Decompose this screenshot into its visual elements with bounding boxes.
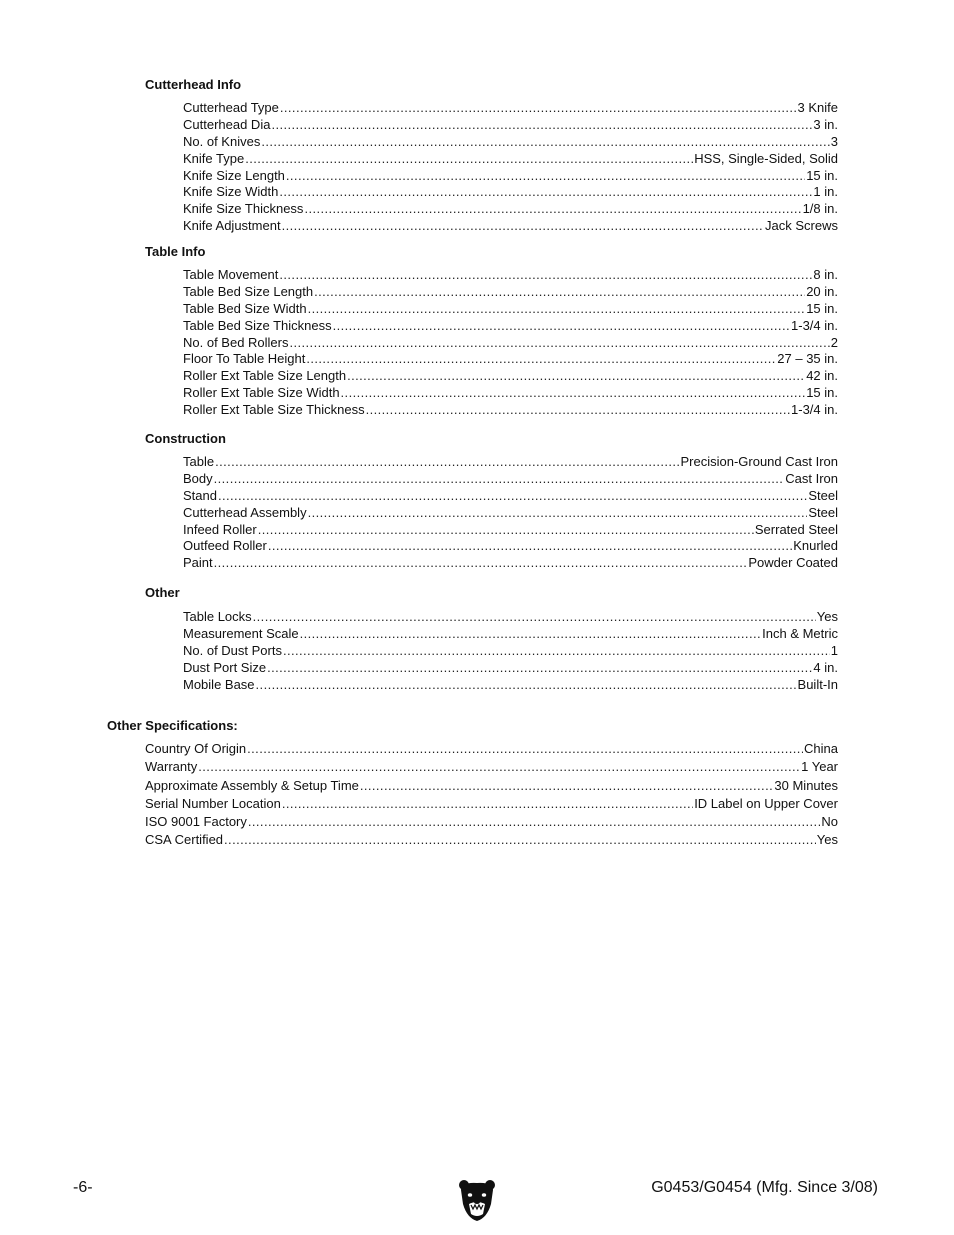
spec-row: [145, 795, 838, 813]
spec-value: 1-3/4 in.: [791, 317, 838, 333]
leader-dots: [304, 201, 801, 218]
spec-label: Knife Adjustment: [183, 218, 281, 234]
leader-dots: [256, 677, 797, 694]
leader-dots: [300, 626, 762, 643]
leader-dots: [224, 831, 816, 849]
spec-value: 27 – 35 in.: [777, 351, 838, 367]
spec-row: [145, 740, 838, 758]
spec-row: [183, 151, 838, 168]
leader-dots: [271, 117, 812, 134]
spec-row: [183, 522, 838, 539]
spec-value: Powder Coated: [748, 555, 838, 571]
spec-value: 2: [830, 334, 838, 350]
leader-dots: [308, 301, 806, 318]
spec-label: Cutterhead Type: [183, 100, 279, 115]
spec-label: Floor To Table Height: [183, 351, 306, 367]
spec-list-construction: [183, 454, 838, 572]
spec-label: Mobile Base: [183, 676, 255, 692]
spec-row: [183, 488, 838, 505]
spec-row: [183, 677, 838, 694]
spec-row: [183, 385, 838, 402]
spec-label: Country Of Origin: [145, 741, 247, 756]
leader-dots: [308, 505, 808, 522]
leader-dots: [261, 134, 829, 151]
spec-row: [183, 609, 838, 626]
leader-dots: [290, 335, 830, 352]
leader-dots: [282, 795, 693, 813]
leader-dots: [258, 522, 754, 539]
spec-value: 20 in.: [806, 283, 838, 299]
spec-row: [183, 643, 838, 660]
leader-dots: [282, 218, 764, 235]
model-label: G0453/G0454 (Mfg. Since 3/08): [651, 1179, 878, 1196]
spec-value: Knurled: [793, 538, 838, 554]
spec-label: Table Bed Size Width: [183, 300, 307, 316]
section-title-cutterhead-info: Cutterhead Info: [145, 77, 242, 92]
spec-row: [183, 168, 838, 185]
leader-dots: [215, 454, 679, 471]
leader-dots: [286, 168, 805, 185]
spec-label: Approximate Assembly & Setup Time: [145, 777, 359, 793]
spec-value: 4 in.: [813, 659, 838, 675]
spec-value: Serrated Steel: [754, 521, 838, 537]
spec-label: Measurement Scale: [183, 625, 299, 641]
spec-row: [183, 351, 838, 368]
spec-label: ISO 9001 Factory: [145, 814, 247, 830]
spec-label: Dust Port Size: [183, 659, 267, 675]
spec-row: [183, 301, 838, 318]
page-number: -6-: [73, 1179, 93, 1196]
spec-value: 15 in.: [806, 167, 838, 183]
spec-label: Cutterhead Assembly: [183, 504, 307, 520]
spec-row: [183, 626, 838, 643]
spec-value: Jack Screws: [765, 218, 838, 234]
spec-value: Inch & Metric: [762, 625, 838, 641]
spec-row: [183, 454, 838, 471]
spec-row: [145, 777, 838, 795]
spec-row: [183, 117, 838, 134]
spec-label: No. of Dust Ports: [183, 642, 282, 658]
spec-label: Roller Ext Table Size Width: [183, 385, 340, 401]
spec-row: [183, 134, 838, 151]
spec-label: Paint: [183, 555, 213, 571]
spec-row: [183, 471, 838, 488]
section-title-other: Other: [145, 585, 180, 600]
spec-label: Knife Size Thickness: [183, 201, 304, 217]
spec-row: [183, 335, 838, 352]
section-title-construction: Construction: [145, 431, 226, 446]
spec-row: [183, 201, 838, 218]
spec-value: Built-In: [797, 676, 838, 692]
spec-row: [183, 555, 838, 572]
leader-dots: [360, 777, 774, 795]
leader-dots: [268, 538, 792, 555]
spec-label: Roller Ext Table Size Thickness: [183, 402, 365, 418]
leader-dots: [218, 488, 807, 505]
spec-value: 8 in.: [813, 267, 838, 282]
spec-label: No. of Knives: [183, 133, 261, 149]
spec-value: China: [804, 741, 838, 756]
spec-label: Cutterhead Dia: [183, 116, 271, 132]
spec-value: 15 in.: [806, 300, 838, 316]
spec-row: [183, 267, 838, 284]
spec-value: 15 in.: [806, 385, 838, 401]
spec-value: 1: [830, 642, 838, 658]
leader-dots: [248, 813, 820, 831]
spec-value: 1-3/4 in.: [791, 402, 838, 418]
spec-label: Roller Ext Table Size Length: [183, 368, 347, 384]
leader-dots: [267, 660, 812, 677]
leader-dots: [245, 151, 693, 168]
spec-value: 3 in.: [813, 116, 838, 132]
spec-list-table-info: [183, 267, 838, 419]
other-specifications-list: [145, 740, 838, 850]
spec-value: Yes: [816, 832, 838, 848]
leader-dots: [333, 318, 790, 335]
spec-label: Body: [183, 470, 213, 486]
leader-dots: [214, 471, 785, 488]
leader-dots: [214, 555, 748, 572]
spec-label: Table Bed Size Length: [183, 283, 314, 299]
spec-row: [183, 538, 838, 555]
leader-dots: [247, 740, 803, 758]
spec-label: Serial Number Location: [145, 795, 281, 811]
spec-row: [183, 368, 838, 385]
leader-dots: [279, 267, 812, 284]
spec-value: Steel: [808, 504, 838, 520]
section-title-table-info: Table Info: [145, 244, 206, 259]
spec-row: [183, 100, 838, 117]
spec-list-other: [183, 609, 838, 693]
spec-value: 1/8 in.: [802, 201, 838, 217]
leader-dots: [253, 609, 816, 626]
spec-value: Cast Iron: [785, 470, 838, 486]
spec-row: [145, 758, 838, 776]
spec-label: Knife Type: [183, 150, 245, 166]
spec-label: Table Locks: [183, 609, 252, 624]
spec-label: CSA Certified: [145, 832, 224, 848]
bear-head-logo-icon: [457, 1178, 497, 1222]
leader-dots: [347, 368, 805, 385]
spec-value: 3: [830, 133, 838, 149]
spec-row: [183, 318, 838, 335]
spec-label: Infeed Roller: [183, 521, 257, 537]
spec-value: Yes: [816, 609, 838, 624]
leader-dots: [198, 758, 800, 776]
other-specifications-title: Other Specifications:: [107, 718, 238, 733]
spec-row: [183, 184, 838, 201]
spec-label: Knife Size Length: [183, 167, 285, 183]
spec-label: Table: [183, 454, 215, 469]
spec-value: No: [821, 814, 838, 830]
leader-dots: [341, 385, 806, 402]
spec-row: [183, 284, 838, 301]
leader-dots: [279, 184, 812, 201]
spec-row: [183, 218, 838, 235]
spec-value: HSS, Single-Sided, Solid: [694, 150, 838, 166]
spec-value: 30 Minutes: [774, 777, 838, 793]
spec-label: Outfeed Roller: [183, 538, 267, 554]
leader-dots: [306, 351, 776, 368]
spec-value: 3 Knife: [797, 100, 838, 115]
spec-row: [183, 402, 838, 419]
spec-row: [145, 813, 838, 831]
spec-label: No. of Bed Rollers: [183, 334, 289, 350]
spec-value: 1 in.: [813, 184, 838, 200]
spec-row: [183, 505, 838, 522]
spec-value: ID Label on Upper Cover: [694, 795, 838, 811]
spec-row: [145, 831, 838, 849]
spec-label: Table Movement: [183, 267, 279, 282]
spec-value: Steel: [808, 487, 838, 503]
spec-label: Table Bed Size Thickness: [183, 317, 332, 333]
leader-dots: [366, 402, 790, 419]
spec-value: Precision-Ground Cast Iron: [680, 454, 838, 469]
leader-dots: [280, 100, 797, 117]
leader-dots: [283, 643, 830, 660]
spec-label: Warranty: [145, 759, 198, 775]
spec-value: 42 in.: [806, 368, 838, 384]
leader-dots: [314, 284, 805, 301]
spec-row: [183, 660, 838, 677]
spec-label: Knife Size Width: [183, 184, 279, 200]
spec-value: 1 Year: [801, 759, 838, 775]
spec-label: Stand: [183, 487, 217, 503]
spec-list-cutterhead-info: [183, 100, 838, 235]
